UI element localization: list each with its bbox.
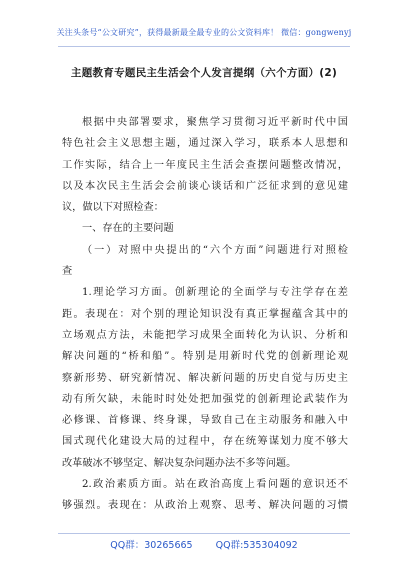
body-line: 够强烈。表现在：从政治上观察、思考、解决问题的习惯 [62,500,348,512]
footer-qq-group-2: QQ群:535304092 [215,540,298,551]
header-banner: 关注头条号“公文研究”，获得最新最全最专业的公文资料库！ 微信：gongwenyj [56,28,352,37]
footer [0,537,408,551]
body-line: 议，做以下对照检查： [62,202,164,214]
body-line: 解决问题的“桥和船”。特别是用新时代党的创新理论观 [62,351,348,363]
body-line: 改革破冰不够坚定、解决复杂问题办法不多等问题。 [62,457,297,469]
body-line: 立场观点方法，未能把学习成果全面转化为认识、分析和 [62,329,348,341]
header-divider [58,46,350,47]
subsection-heading: （一）对照中央提出的“六个方面”问题进行对照检 [82,244,348,256]
body-line: 1.理论学习方面。创新理论的全面学与专注学存在差 [82,287,348,299]
document-title: 主题教育专题民主生活会个人发言提纲（六个方面）(2) [70,67,338,79]
body-line: 2.政治素质方面。站在政治高度上看问题的意识还不 [82,479,348,491]
body-line: 动有所欠缺，未能时时处处把加强党的创新理论武装作为 [62,393,348,405]
body-line: 特色社会主义思想主题，通过深入学习，联系本人思想和 [62,138,348,150]
footer-qq-group-1: QQ群：30265665 [110,540,193,551]
body-line: 国式现代化建设大局的过程中，存在统筹谋划力度不够大 [62,436,348,448]
body-line: 必修课、首修课、终身课，导致自己在主动服务和融入中 [62,415,348,427]
footer-divider [58,533,350,534]
body-line: 以及本次民主生活会会前谈心谈话和广泛征求到的意见建 [62,180,348,192]
section-heading: 一、存在的主要问题 [82,223,174,235]
body-line: 工作实际，结合上一年度民主生活会查摆问题整改情况， [62,159,348,171]
document-body [62,112,348,517]
subsection-heading-continued: 查 [62,266,73,278]
body-line: 察新形势、研究新情况、解决新问题的历史自觉与历史主 [62,372,348,384]
body-line: 距。表现在：对个别的理论知识没有真正掌握蕴含其中的 [62,308,348,320]
body-line: 根据中央部署要求，聚焦学习贯彻习近平新时代中国 [82,117,348,128]
